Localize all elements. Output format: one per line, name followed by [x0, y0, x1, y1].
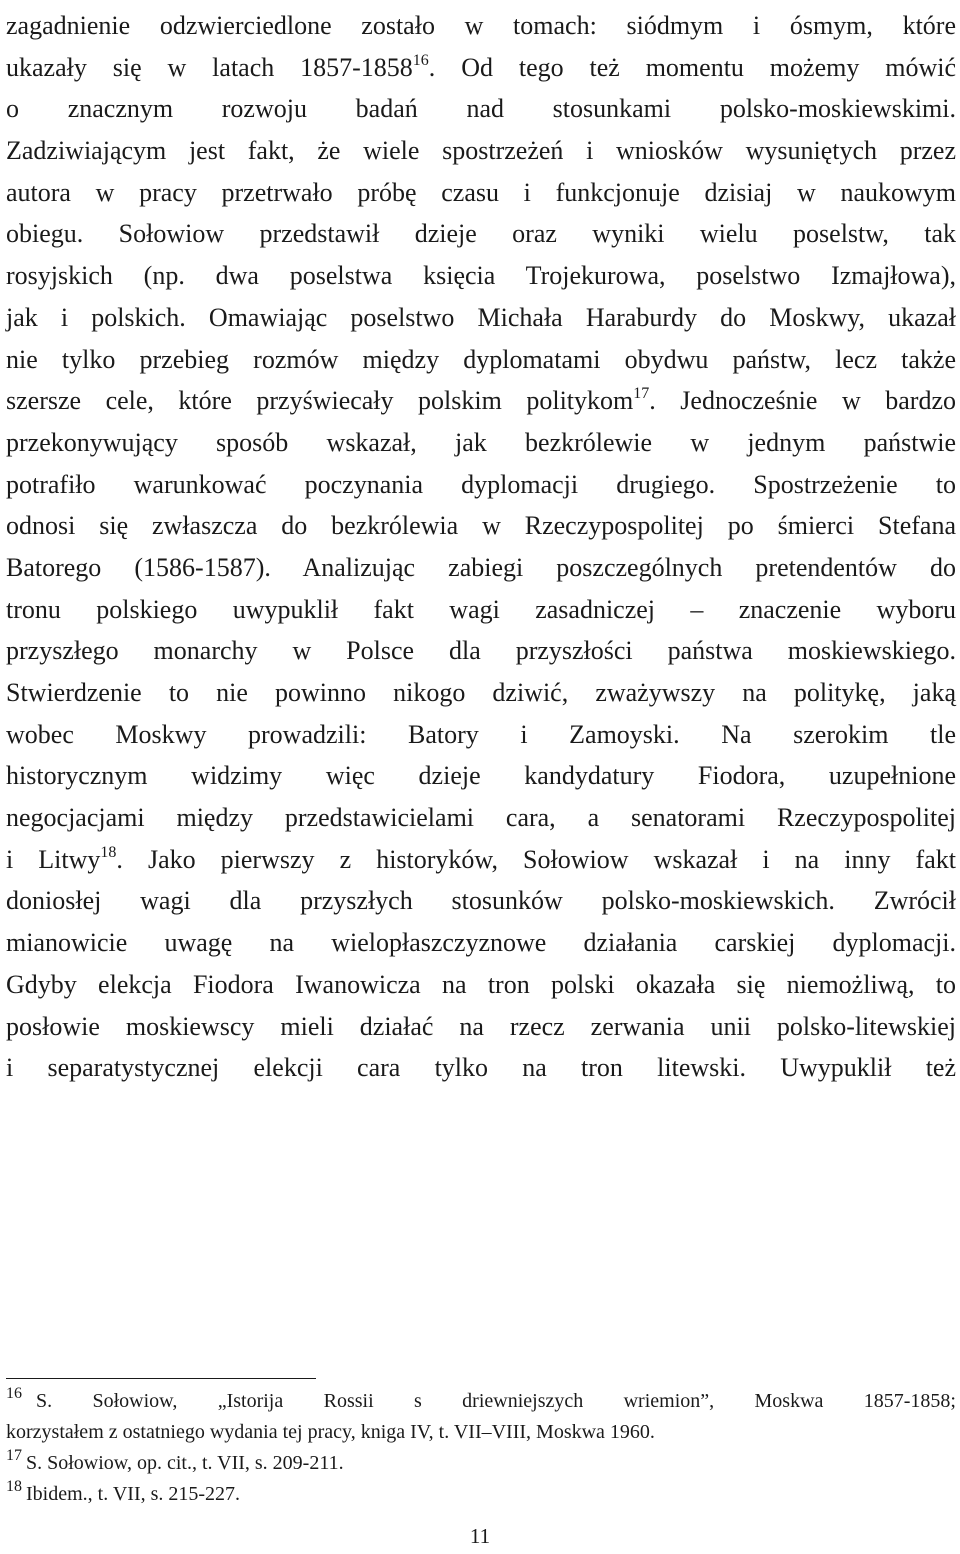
text-line-content: obiegu. Sołowiow przedstawił dzieje oraz wyniki wielu poselstw, tak [6, 219, 956, 249]
text-line-content: Stwierdzenie to nie powinno nikogo dziwić, zważywszy na politykę, jaką [6, 678, 956, 707]
footnote-text: korzystałem z ostatniego wydania tej pracy, kniga IV, t. VII–VIII, Moskwa 1960. [6, 1421, 655, 1443]
footnote-separator [6, 1378, 316, 1379]
footnote-text: S. Sołowiow, op. cit., t. VII, s. 209-211. [26, 1452, 344, 1474]
text-line-content: autora w pracy przetrwało próbę czasu i funkcjonuje dzisiaj w naukowym [6, 177, 956, 207]
footnote-number: 16 [6, 1385, 22, 1402]
footnote-text: S. Sołowiow, „Istorija Rossii s driewniejszych wriemion”, Moskwa 1857-1858; [36, 1390, 956, 1412]
text-line-content: wobec Moskwy prowadzili: Batory i Zamoyski. Na szerokim tle [6, 719, 956, 749]
footnote-number: 18 [6, 1478, 22, 1495]
footnote-reference[interactable]: 16 [412, 51, 429, 69]
text-line-content: negocjacjami między przedstawicielami cara, a senatorami Rzeczypospolitej [6, 803, 956, 833]
text-line-content: mianowicie uwagę na wielopłaszczyznowe działania carskiej dyplomacji. [6, 928, 956, 958]
document-page [6, 0, 956, 1554]
footnote-reference[interactable]: 17 [633, 385, 650, 403]
text-line [6, 1042, 956, 1095]
footnote-line [6, 1479, 956, 1510]
text-line-content: tronu polskiego uwypuklił fakt wagi zasadniczej – znaczenie wyboru [6, 594, 956, 624]
page-number: 11 [469, 1524, 491, 1548]
text-line-content: historycznym widzimy więc dzieje kandydatury Fiodora, uzupełnione [6, 761, 956, 791]
text-line-content: zagadnienie odzwierciedlone zostało w tomach: siódmym i ósmym, które [6, 11, 956, 40]
text-line-content: posłowie moskiewscy mieli działać na rzecz zerwania unii polsko-litewskiej [6, 1011, 956, 1041]
footnote-reference[interactable]: 18 [100, 843, 117, 861]
text-line-content: przekonywujący sposób wskazał, jak bezkrólewie w jednym państwie [6, 427, 956, 457]
text-line-content: o znacznym rozwoju badań nad stosunkami polsko-moskiewskimi. [6, 94, 956, 124]
text-line-content: ukazały się w latach 1857-1858 [6, 52, 413, 82]
text-line-content: Batorego (1586-1587). Analizując zabiegi poszczególnych pretendentów do [6, 552, 956, 582]
text-line-content: rosyjskich (np. dwa poselstwa księcia Trojekurowa, poselstwo Izmajłowa), [6, 261, 956, 291]
text-line-content: doniosłej wagi dla przyszłych stosunków polsko-moskiewskich. Zwrócił [6, 886, 956, 916]
text-line-content: . Jednocześnie w bardzo [649, 386, 956, 416]
text-line-content: i Litwy [6, 844, 101, 874]
text-line-content: przyszłego monarchy w Polsce dla przyszłości państwa moskiewskiego. [6, 636, 956, 666]
body-text [6, 0, 956, 1095]
text-line-content: szersze cele, które przyświecały polskim politykom [6, 386, 634, 416]
text-line-content: jak i polskich. Omawiając poselstwo Michała Haraburdy do Moskwy, ukazał [6, 302, 956, 332]
footnote-line [6, 1417, 956, 1448]
footnote-line [6, 1448, 956, 1479]
text-line-content: . Jako pierwszy z historyków, Sołowiow wskazał i na inny fakt [116, 844, 956, 874]
text-line-content: Gdyby elekcja Fiodora Iwanowicza na tron polski okazała się niemożliwą, to [6, 969, 956, 999]
text-line-content: i separatystycznej elekcji cara tylko na tron litewski. Uwypuklił też [6, 1053, 956, 1083]
footnotes [6, 1386, 956, 1510]
text-line-content: Zadziwiającym jest fakt, że wiele spostrzeżeń i wniosków wysuniętych przez [6, 136, 956, 166]
footnote-line [6, 1386, 956, 1417]
footnote-text: Ibidem., t. VII, s. 215-227. [26, 1483, 241, 1505]
text-line-content: potrafiło warunkować poczynania dyplomacji drugiego. Spostrzeżenie to [6, 469, 956, 499]
text-line-content: nie tylko przebieg rozmów między dyplomatami obydwu państw, lecz także [6, 344, 956, 374]
footnote-number: 17 [6, 1447, 22, 1464]
text-line-content: . Od tego też momentu możemy mówić [428, 52, 956, 82]
text-line-content: odnosi się zwłaszcza do bezkrólewia w Rzeczypospolitej po śmierci Stefana [6, 511, 956, 541]
